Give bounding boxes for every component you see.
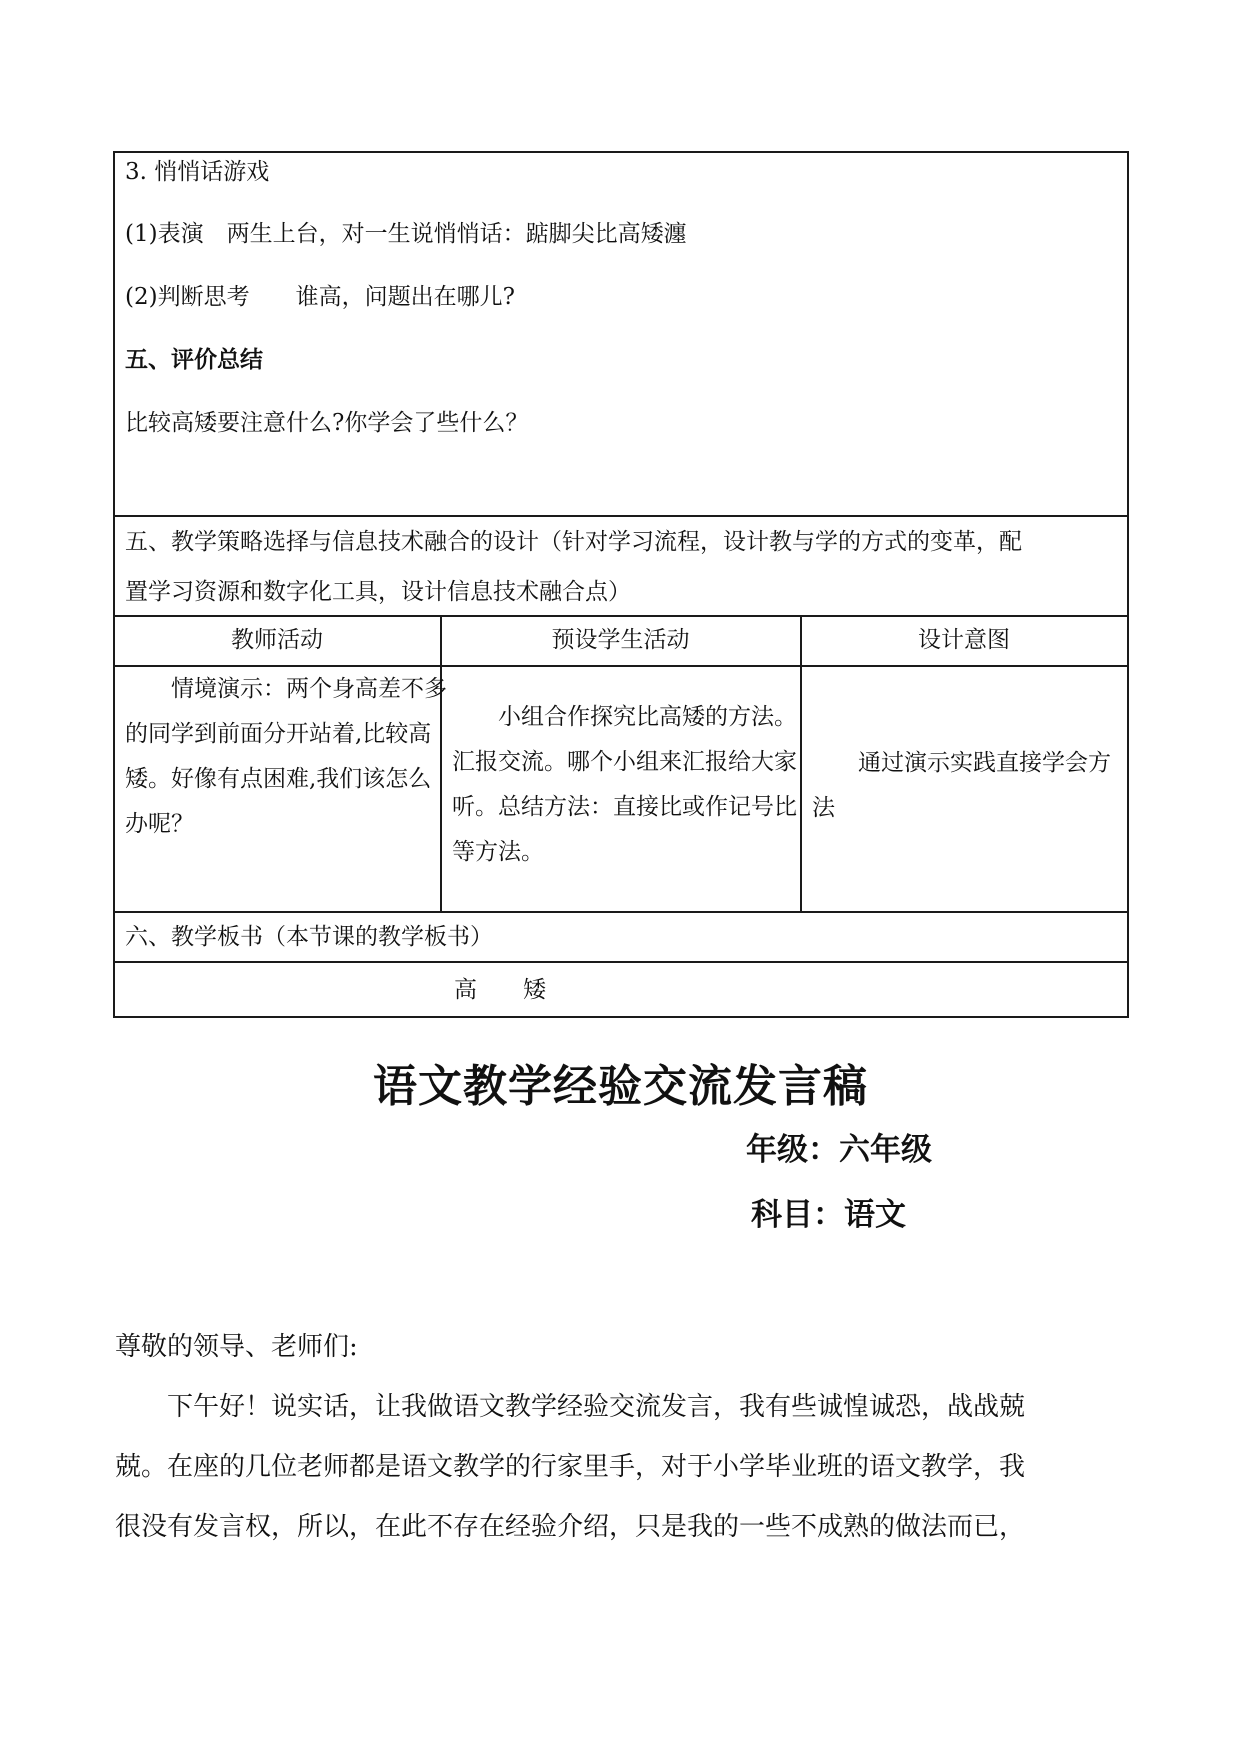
game-item-heading: 3. 悄悄话游戏 [125, 159, 270, 185]
table-rule [113, 911, 1128, 913]
table-border-left [113, 151, 115, 1018]
board-content: 高 矮 [454, 977, 546, 1003]
table-column-divider [800, 615, 802, 912]
strategy-heading: 五、教学策略选择与信息技术融合的设计（针对学习流程，设计教与学的方式的变革，配 [125, 529, 1022, 555]
subject-label: 科目：语文 [751, 1197, 906, 1233]
game-step-judge: (2)判断思考 谁高，问题出在哪儿? [125, 284, 515, 310]
table-border-right [1127, 151, 1129, 1018]
game-step-perform: (1)表演 两生上台，对一生说悄悄话：踮脚尖比高矮瀍 [125, 221, 687, 247]
table-rule [113, 961, 1128, 963]
evaluation-heading: 五、评价总结 [125, 346, 263, 373]
table-border-top [113, 151, 1128, 153]
table-rule [113, 515, 1128, 517]
strategy-heading-cont: 置学习资源和数字化工具，设计信息技术融合点） [125, 579, 631, 605]
paragraph-line: 兢。在座的几位老师都是语文教学的行家里手，对于小学毕业班的语文教学，我 [115, 1452, 1026, 1482]
student-activity-cell: 小组合作探究比高矮的方法。汇报交流。哪个小组来汇报给大家听。总结方法：直接比或作记号比等方法。 [452, 704, 797, 865]
evaluation-question: 比较高矮要注意什么?你学会了些什么？ [125, 410, 529, 436]
table-border-bottom [113, 1016, 1128, 1018]
table-rule [113, 615, 1128, 617]
column-header-intent: 设计意图 [918, 627, 1010, 653]
design-intent-cell: 通过演示实践直接学会方法 [812, 750, 1111, 821]
grade-label: 年级：六年级 [746, 1132, 932, 1168]
salutation: 尊敬的领导、老师们: [115, 1332, 358, 1362]
teacher-activity-cell: 情境演示：两个身高差不多的同学到前面分开站着,比较高矮。好像有点困难,我们该怎么办呢？ [125, 676, 447, 837]
paragraph-line: 下午好！说实话，让我做语文教学经验交流发言，我有些诚惶诚恐，战战兢 [115, 1392, 1026, 1422]
board-heading: 六、教学板书（本节课的教学板书） [125, 924, 493, 950]
paragraph-line: 很没有发言权，所以，在此不存在经验介绍，只是我的一些不成熟的做法而已， [115, 1512, 1026, 1542]
column-header-student: 预设学生活动 [551, 627, 690, 653]
column-header-teacher: 教师活动 [231, 627, 323, 653]
speech-title: 语文教学经验交流发言稿 [373, 1061, 868, 1112]
